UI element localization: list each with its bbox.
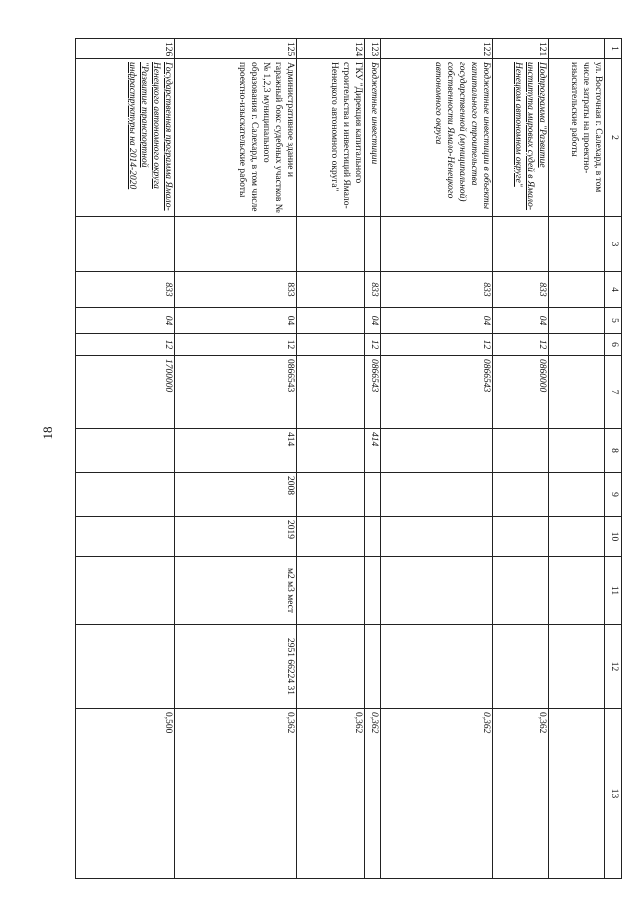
cell [297, 625, 365, 709]
cell: 12 [493, 334, 549, 356]
cell [76, 625, 175, 709]
cell [493, 217, 549, 272]
cell: 0,500 [76, 709, 175, 879]
cell [76, 473, 175, 517]
cell [549, 473, 605, 517]
cell [381, 217, 493, 272]
cell: 2008 [175, 473, 297, 517]
cell: 0860000 [493, 356, 549, 429]
column-header: 8 [605, 429, 622, 473]
column-header: 12 [605, 625, 622, 709]
cell [297, 429, 365, 473]
cell: 04 [76, 308, 175, 334]
row-name: Государственная программа Ямало-Ненецкого автономного округа "Развитие транспортной инфраструктуры на 2014-2020 [76, 59, 175, 217]
row-name: Бюджетные инвестиции в объекты капитального строительства государственной (муниципальной) собственности Ямало-Ненецкого автономного округа [381, 59, 493, 217]
cell: 12 [175, 334, 297, 356]
column-header: 1 [605, 39, 622, 59]
cell: 0,362 [493, 709, 549, 879]
row-name: Бюджетные инвестиции [365, 59, 381, 217]
column-header: 9 [605, 473, 622, 517]
table-row [549, 39, 605, 879]
cell: 833 [175, 272, 297, 308]
cell [549, 709, 605, 879]
cell: 0866543 [175, 356, 297, 429]
cell [297, 308, 365, 334]
column-header: 10 [605, 517, 622, 557]
cell [76, 517, 175, 557]
cell [297, 517, 365, 557]
column-header: 11 [605, 557, 622, 625]
column-header: 13 [605, 709, 622, 879]
cell: 833 [493, 272, 549, 308]
row-number: 125 [175, 39, 297, 59]
cell [381, 557, 493, 625]
cell: 04 [365, 308, 381, 334]
cell: 1700000 [76, 356, 175, 429]
cell [381, 473, 493, 517]
column-header: 7 [605, 356, 622, 429]
page-number: 18 [40, 426, 55, 440]
cell [365, 517, 381, 557]
cell [493, 473, 549, 517]
cell [297, 334, 365, 356]
table-row [175, 39, 297, 879]
cell: 12 [381, 334, 493, 356]
cell: 833 [381, 272, 493, 308]
cell: 0,362 [365, 709, 381, 879]
cell: 0866543 [381, 356, 493, 429]
cell: 833 [365, 272, 381, 308]
cell [549, 429, 605, 473]
cell: 2951 66224 31 [175, 625, 297, 709]
cell [549, 308, 605, 334]
cell [365, 625, 381, 709]
cell [297, 272, 365, 308]
cell [381, 429, 493, 473]
cell [365, 557, 381, 625]
row-name: Подпрограмма "Развитие института мировых судей в Ямало-Ненецком автономном округе" [493, 59, 549, 217]
column-header: 5 [605, 308, 622, 334]
cell [549, 272, 605, 308]
cell: 414 [365, 429, 381, 473]
rotated-table-container [77, 38, 622, 878]
cell: 04 [493, 308, 549, 334]
cell: 04 [381, 308, 493, 334]
row-number [549, 39, 605, 59]
cell [76, 557, 175, 625]
cell [175, 217, 297, 272]
table-row [297, 39, 365, 879]
table-row [381, 39, 493, 879]
table-row [365, 39, 381, 879]
cell: 0,362 [381, 709, 493, 879]
cell [549, 557, 605, 625]
table-row [493, 39, 549, 879]
row-name: ул. Восточная г. Салехард, в том числе затраты на проектно-изыскательские работы [549, 59, 605, 217]
table-row [76, 39, 175, 879]
cell: 0866543 [365, 356, 381, 429]
cell [549, 625, 605, 709]
cell [493, 557, 549, 625]
cell [297, 473, 365, 517]
cell: 12 [365, 334, 381, 356]
column-header: 4 [605, 272, 622, 308]
cell: 0,362 [175, 709, 297, 879]
cell [381, 625, 493, 709]
column-header: 3 [605, 217, 622, 272]
column-header-row [605, 39, 622, 879]
row-number: 126 [76, 39, 175, 59]
cell [549, 517, 605, 557]
cell: 414 [175, 429, 297, 473]
cell: 04 [175, 308, 297, 334]
row-name: ГКУ "Дирекция капитального строительства и инвестиций Ямало-Ненецкого автономного округа" [297, 59, 365, 217]
cell [76, 429, 175, 473]
cell [493, 625, 549, 709]
cell [549, 217, 605, 272]
budget-table [75, 38, 622, 879]
row-number: 122 [381, 39, 493, 59]
cell [493, 517, 549, 557]
cell: 833 [76, 272, 175, 308]
cell [549, 334, 605, 356]
row-number: 121 [493, 39, 549, 59]
cell [297, 356, 365, 429]
cell [549, 356, 605, 429]
column-header: 6 [605, 334, 622, 356]
row-name: Административное здание и гаражный бокс судебных участков №№ 1,2,3 муниципального образования г. Салехард, в том числе проектно-изыскательские работы [175, 59, 297, 217]
row-number: 123 [365, 39, 381, 59]
cell [297, 557, 365, 625]
row-number: 124 [297, 39, 365, 59]
cell [381, 517, 493, 557]
column-header: 2 [605, 59, 622, 217]
cell [365, 473, 381, 517]
cell: м2 м3 мест [175, 557, 297, 625]
cell: 12 [76, 334, 175, 356]
cell [493, 429, 549, 473]
cell: 2019 [175, 517, 297, 557]
cell [365, 217, 381, 272]
cell [76, 217, 175, 272]
cell [297, 217, 365, 272]
cell: 0,362 [297, 709, 365, 879]
